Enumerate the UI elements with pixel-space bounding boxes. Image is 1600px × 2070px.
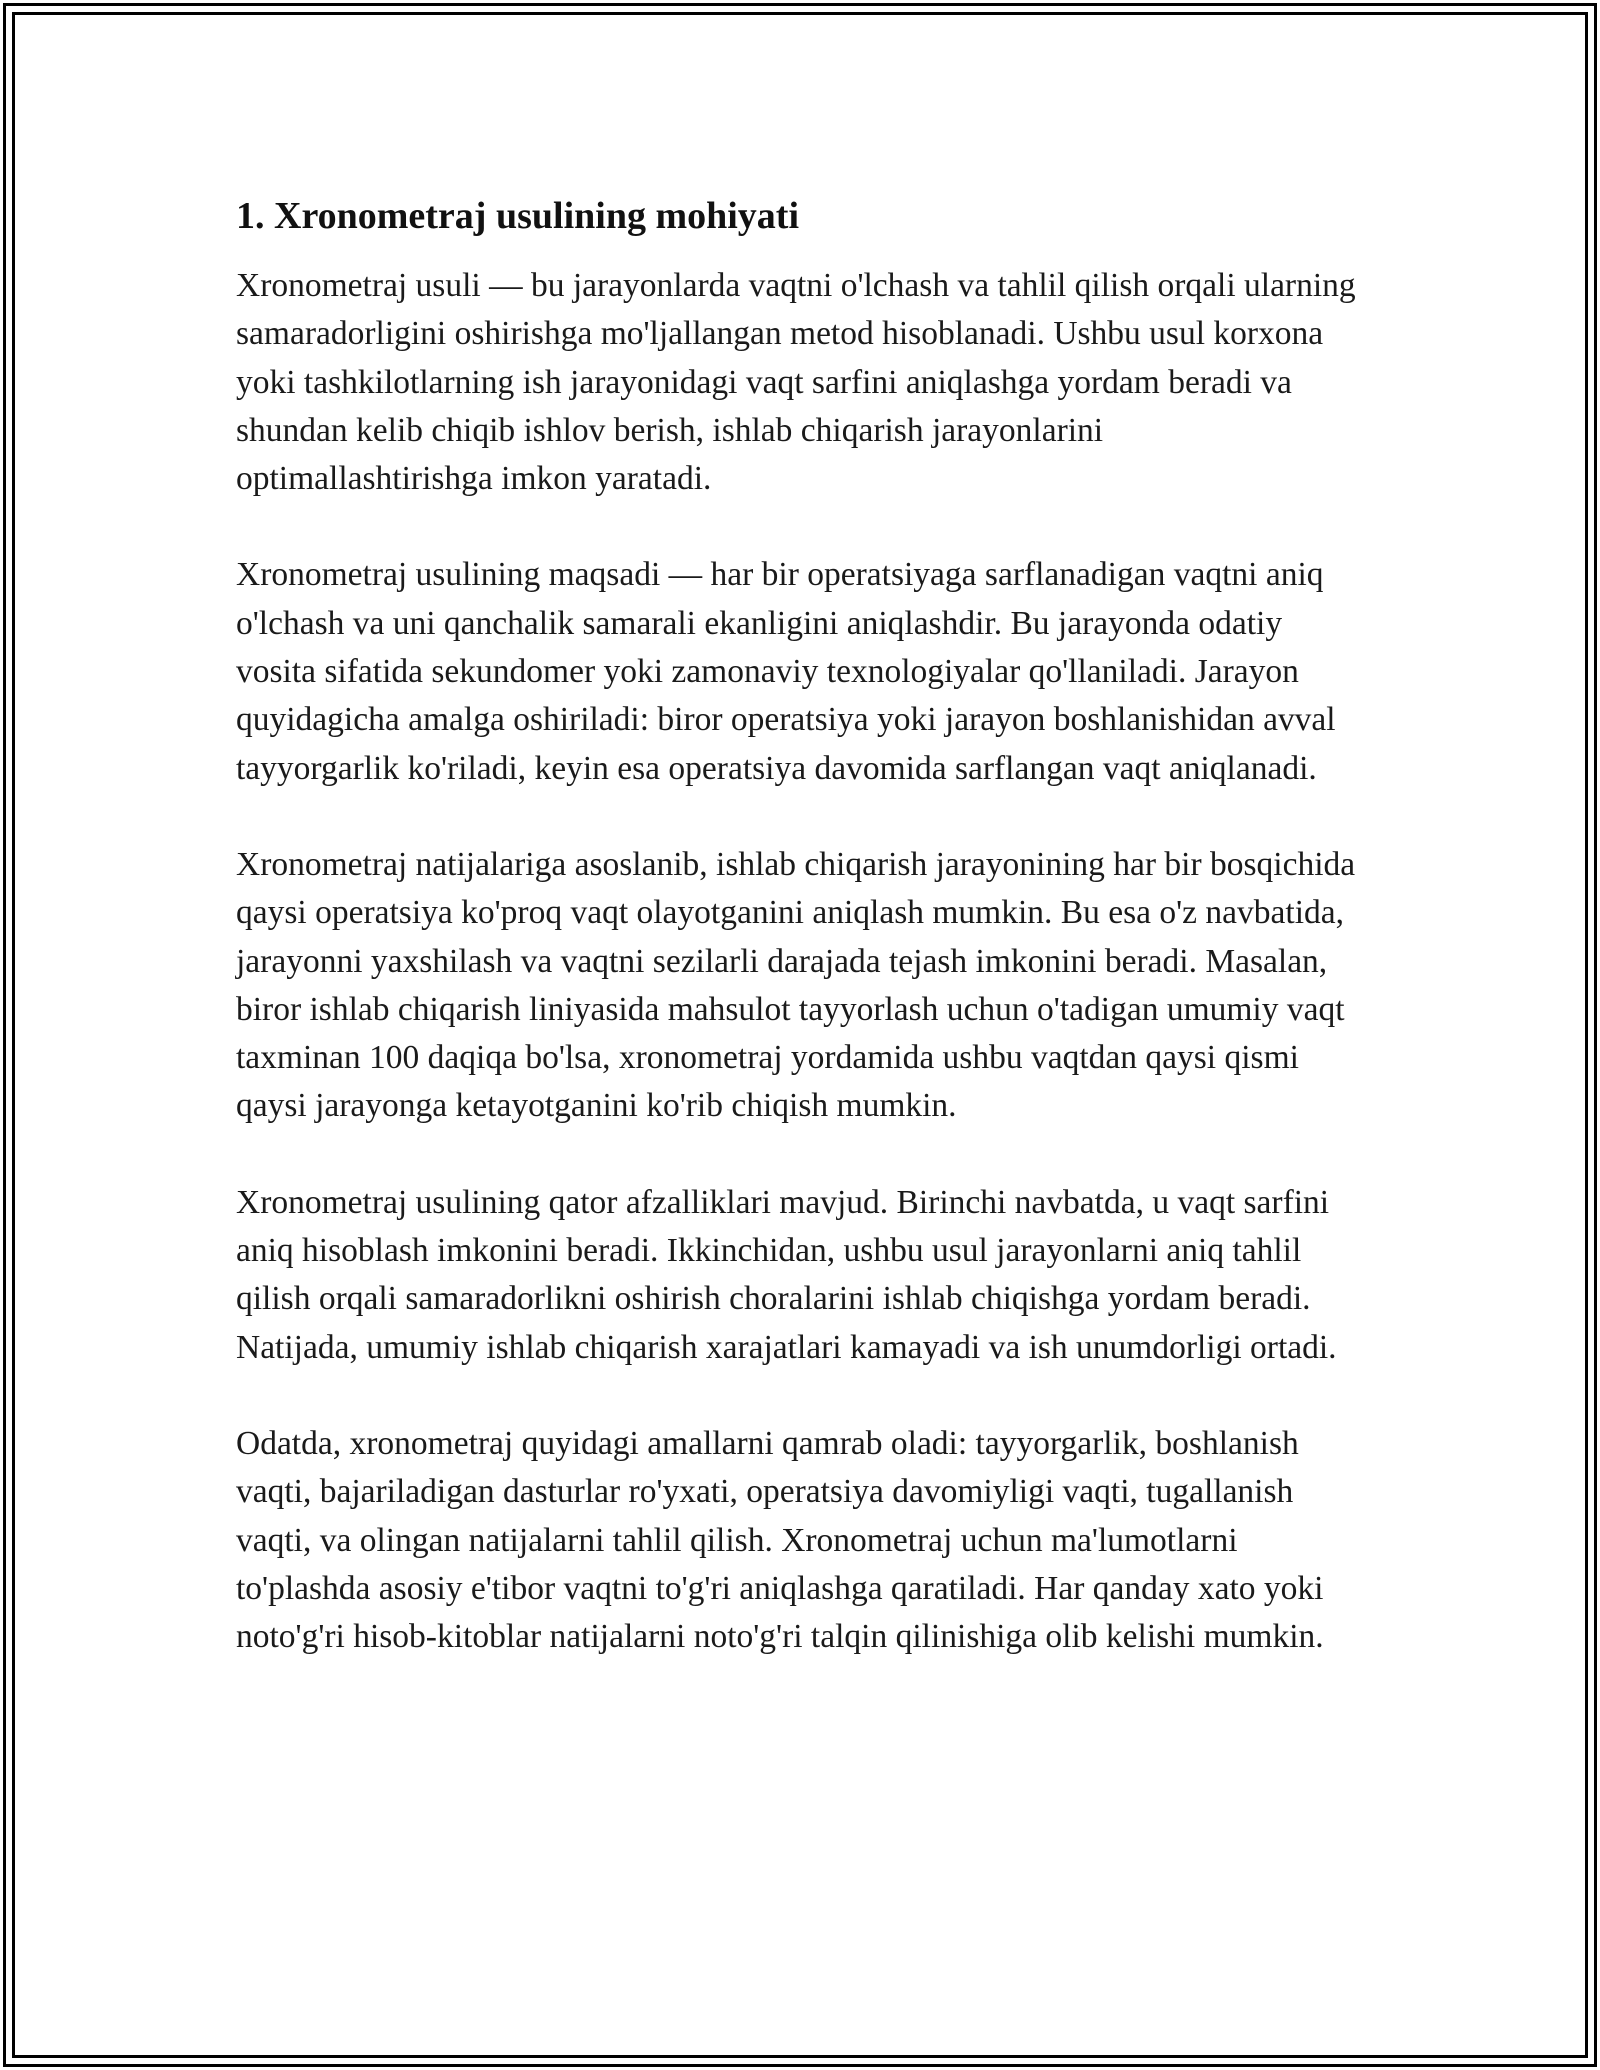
paragraph-5: Odatda, xronometraj quyidagi amallarni qamrab oladi: tayyorgarlik, boshlanish vaqti, bajariladigan dasturlar ro'yxati, operatsiya davomiyligi vaqti, tugallanish vaqti, va olingan natijalarni tahlil qilish. Xronometraj uchun ma'lumotlarni to'plashda asosiy e'tibor vaqtni to'g'ri aniqlashga qaratiladi. Har qanday xato yoki noto'g'ri hisob-kitoblar natijalarni noto'g'ri talqin qilinishiga olib kelishi mumkin. <box>236 1424 1324 1656</box>
paragraph-3: Xronometraj natijalariga asoslanib, ishlab chiqarish jarayonining har bir bosqichida qaysi operatsiya ko'proq vaqt olayotganini aniqlash mumkin. Bu esa o'z navbatida, jarayonni yaxshilash va vaqtni sezilarli darajada tejash imkonini beradi. Masalan, biror ishlab chiqarish liniyasida mahsulot tayyorlash uchun o'tadigan umumiy vaqt taxminan 100 daqiqa bo'lsa, xronometraj yordamida ushbu vaqtdan qaysi qismi qaysi jarayonga ketayotganini ko'rib chiqish mumkin. <box>236 845 1356 1125</box>
section-heading: 1. Xronometraj usulining mohiyati <box>236 195 800 237</box>
paragraph-4: Xronometraj usulining qator afzalliklari mavjud. Birinchi navbatda, u vaqt sarfini aniq hisoblash imkonini beradi. Ikkinchidan, ushbu usul jarayonlarni aniq tahlil qilish orqali samaradorlikni oshirish choralarini ishlab chiqishga yordam beradi. Natijada, umumiy ishlab chiqarish xarajatlari kamayadi va ish unumdorligi ortadi. <box>236 1183 1337 1366</box>
document-body <box>236 188 1366 1661</box>
paragraph-2: Xronometraj usulining maqsadi — har bir operatsiyaga sarflanadigan vaqtni aniq o'lchash va uni qanchalik samarali ekanligini aniqlashdir. Bu jarayonda odatiy vosita sifatida sekundomer yoki zamonaviy texnologiyalar qo'llaniladi. Jarayon quyidagicha amalga oshiriladi: biror operatsiya yoki jarayon boshlanishidan avval tayyorgarlik ko'riladi, keyin esa operatsiya davomida sarflangan vaqt aniqlanadi. <box>236 556 1336 787</box>
paragraph-1: Xronometraj usuli — bu jarayonlarda vaqtni o'lchash va tahlil qilish orqali ularning samaradorligini oshirishga mo'ljallangan metod hisoblanadi. Ushbu usul korxona yoki tashkilotlarning ish jarayonidagi vaqt sarfini aniqlashga yordam beradi va shundan kelib chiqib ishlov berish, ishlab chiqarish jarayonlarini optimallashtirishga imkon yaratadi. <box>236 267 1356 498</box>
